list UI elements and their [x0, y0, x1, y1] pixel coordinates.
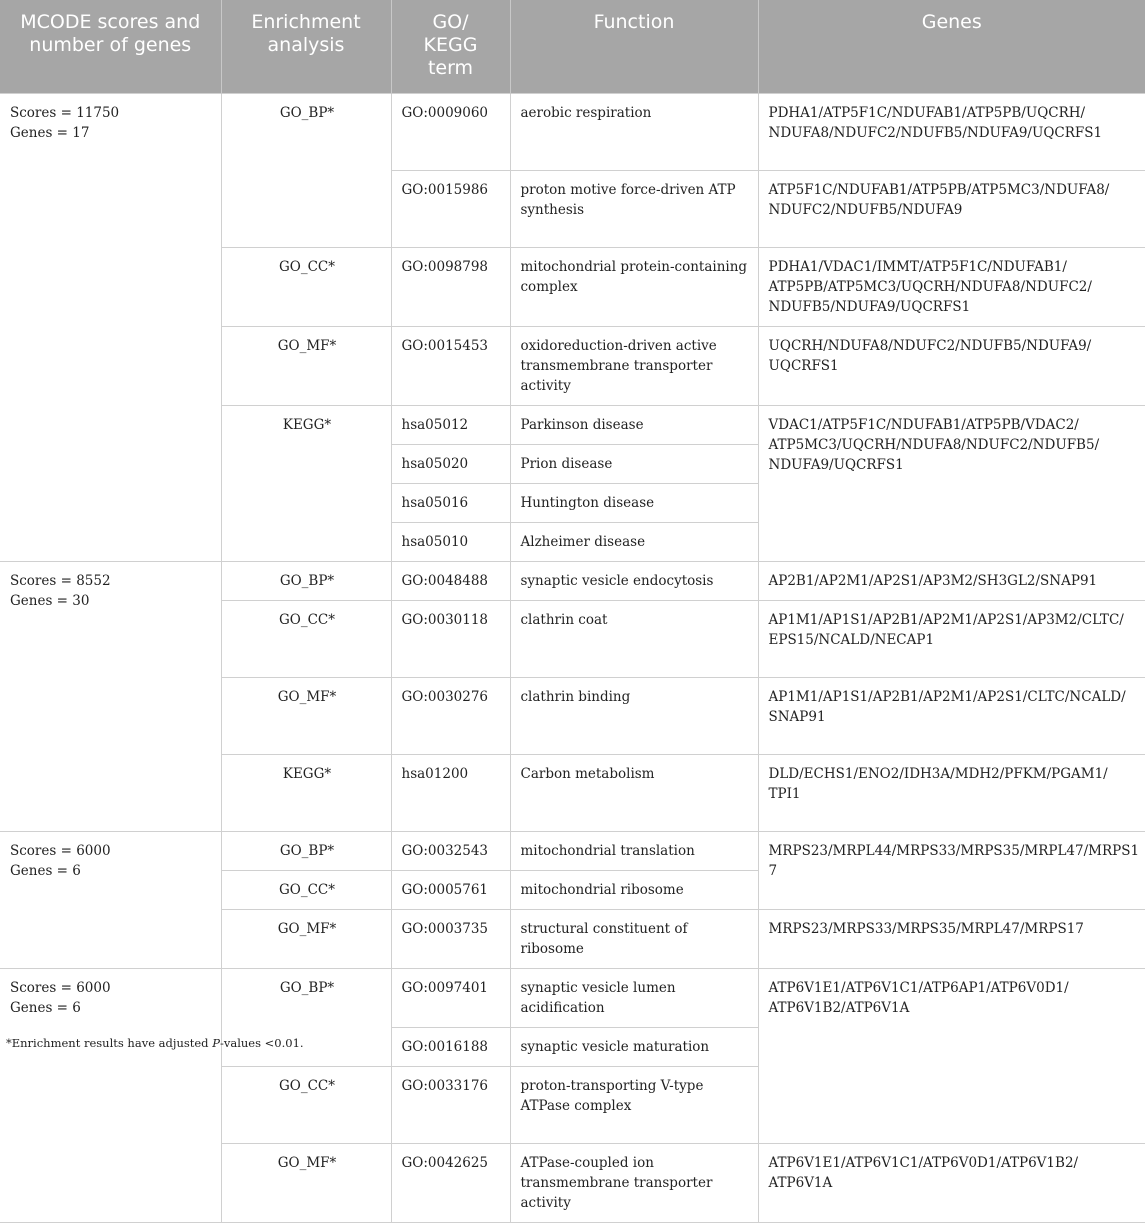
- function-cell: ATPase-coupled ion transmembrane transporter activity: [510, 1144, 758, 1223]
- function-cell: Prion disease: [510, 445, 758, 484]
- analysis-cell: GO_BP*: [221, 562, 391, 601]
- function-cell: aerobic respiration: [510, 94, 758, 171]
- function-cell: synaptic vesicle maturation: [510, 1028, 758, 1067]
- mcode-cell: [0, 969, 221, 1223]
- function-cell: proton motive force-driven ATP synthesis: [510, 171, 758, 248]
- analysis-cell: KEGG*: [221, 406, 391, 562]
- function-cell: proton-transporting V-type ATPase complex: [510, 1067, 758, 1144]
- analysis-cell: GO_CC*: [221, 871, 391, 910]
- header-function: Function: [510, 0, 758, 94]
- genes-cell: ATP6V1E1/ATP6V1C1/ATP6AP1/ATP6V0D1/ ATP6V1B2/ATP6V1A: [758, 969, 1145, 1144]
- term-cell: GO:0015986: [391, 171, 510, 248]
- analysis-cell: GO_BP*: [221, 94, 391, 248]
- genes-cell: ATP6V1E1/ATP6V1C1/ATP6V0D1/ATP6V1B2/ ATP6V1A: [758, 1144, 1145, 1223]
- function-cell: clathrin binding: [510, 678, 758, 755]
- header-mcode: MCODE scores and number of genes: [0, 0, 221, 94]
- table-row: [0, 562, 1145, 601]
- genes-cell: MRPS23/MRPL44/MRPS33/MRPS35/MRPL47/MRPS17: [758, 832, 1145, 910]
- genes-count-text: Genes = 30: [10, 593, 90, 609]
- term-cell: GO:0003735: [391, 910, 510, 969]
- term-cell: GO:0042625: [391, 1144, 510, 1223]
- header-genes: Genes: [758, 0, 1145, 94]
- function-cell: Alzheimer disease: [510, 523, 758, 562]
- function-cell: mitochondrial ribosome: [510, 871, 758, 910]
- analysis-cell: GO_MF*: [221, 910, 391, 969]
- function-cell: synaptic vesicle lumen acidification: [510, 969, 758, 1028]
- analysis-cell: GO_MF*: [221, 678, 391, 755]
- term-cell: GO:0005761: [391, 871, 510, 910]
- mcode-cell: [0, 562, 221, 832]
- scores-text: Scores = 6000: [10, 843, 111, 859]
- term-cell: GO:0016188: [391, 1028, 510, 1067]
- term-cell: GO:0030276: [391, 678, 510, 755]
- table-footnote: *Enrichment results have adjusted P-values <0.01.: [6, 1036, 304, 1050]
- function-cell: Huntington disease: [510, 484, 758, 523]
- function-cell: mitochondrial translation: [510, 832, 758, 871]
- genes-cell: VDAC1/ATP5F1C/NDUFAB1/ATP5PB/VDAC2/ ATP5MC3/UQCRH/NDUFA8/NDUFC2/NDUFB5/ NDUFA9/UQCRFS1: [758, 406, 1145, 562]
- function-cell: structural constituent of ribosome: [510, 910, 758, 969]
- analysis-cell: GO_BP*: [221, 969, 391, 1067]
- table-row: [0, 832, 1145, 871]
- genes-count-text: Genes = 17: [10, 125, 90, 141]
- header-term: GO/ KEGG term: [391, 0, 510, 94]
- genes-cell: MRPS23/MRPS33/MRPS35/MRPL47/MRPS17: [758, 910, 1145, 969]
- genes-cell: PDHA1/ATP5F1C/NDUFAB1/ATP5PB/UQCRH/ NDUFA8/NDUFC2/NDUFB5/NDUFA9/UQCRFS1: [758, 94, 1145, 171]
- table-row: [0, 969, 1145, 1028]
- genes-cell: DLD/ECHS1/ENO2/IDH3A/MDH2/PFKM/PGAM1/ TPI1: [758, 755, 1145, 832]
- analysis-cell: GO_CC*: [221, 601, 391, 678]
- genes-cell: AP2B1/AP2M1/AP2S1/AP3M2/SH3GL2/SNAP91: [758, 562, 1145, 601]
- term-cell: hsa01200: [391, 755, 510, 832]
- header-enrichment: Enrichment analysis: [221, 0, 391, 94]
- term-cell: GO:0098798: [391, 248, 510, 327]
- function-cell: synaptic vesicle endocytosis: [510, 562, 758, 601]
- term-cell: hsa05020: [391, 445, 510, 484]
- term-cell: GO:0030118: [391, 601, 510, 678]
- term-cell: GO:0033176: [391, 1067, 510, 1144]
- analysis-cell: GO_MF*: [221, 327, 391, 406]
- analysis-cell: GO_CC*: [221, 1067, 391, 1144]
- function-cell: mitochondrial protein-containing complex: [510, 248, 758, 327]
- term-cell: GO:0048488: [391, 562, 510, 601]
- term-cell: hsa05010: [391, 523, 510, 562]
- table-row: [0, 94, 1145, 171]
- genes-cell: AP1M1/AP1S1/AP2B1/AP2M1/AP2S1/CLTC/NCALD/ SNAP91: [758, 678, 1145, 755]
- scores-text: Scores = 6000: [10, 980, 111, 996]
- term-cell: hsa05016: [391, 484, 510, 523]
- genes-count-text: Genes = 6: [10, 863, 81, 879]
- mcode-cell: [0, 832, 221, 969]
- genes-cell: PDHA1/VDAC1/IMMT/ATP5F1C/NDUFAB1/ ATP5PB/ATP5MC3/UQCRH/NDUFA8/NDUFC2/ NDUFB5/NDUFA9/UQCRFS1: [758, 248, 1145, 327]
- genes-cell: ATP5F1C/NDUFAB1/ATP5PB/ATP5MC3/NDUFA8/ NDUFC2/NDUFB5/NDUFA9: [758, 171, 1145, 248]
- analysis-cell: GO_MF*: [221, 1144, 391, 1223]
- mcode-cell: [0, 94, 221, 562]
- scores-text: Scores = 11750: [10, 105, 120, 121]
- genes-count-text: Genes = 6: [10, 1000, 81, 1016]
- function-cell: Carbon metabolism: [510, 755, 758, 832]
- term-cell: GO:0097401: [391, 969, 510, 1028]
- analysis-cell: GO_CC*: [221, 248, 391, 327]
- function-cell: oxidoreduction-driven active transmembrane transporter activity: [510, 327, 758, 406]
- header-row: [0, 0, 1145, 94]
- analysis-cell: KEGG*: [221, 755, 391, 832]
- genes-cell: UQCRH/NDUFA8/NDUFC2/NDUFB5/NDUFA9/ UQCRFS1: [758, 327, 1145, 406]
- term-cell: hsa05012: [391, 406, 510, 445]
- function-cell: clathrin coat: [510, 601, 758, 678]
- genes-cell: AP1M1/AP1S1/AP2B1/AP2M1/AP2S1/AP3M2/CLTC/ EPS15/NCALD/NECAP1: [758, 601, 1145, 678]
- function-cell: Parkinson disease: [510, 406, 758, 445]
- term-cell: GO:0009060: [391, 94, 510, 171]
- analysis-cell: GO_BP*: [221, 832, 391, 871]
- term-cell: GO:0015453: [391, 327, 510, 406]
- term-cell: GO:0032543: [391, 832, 510, 871]
- scores-text: Scores = 8552: [10, 573, 111, 589]
